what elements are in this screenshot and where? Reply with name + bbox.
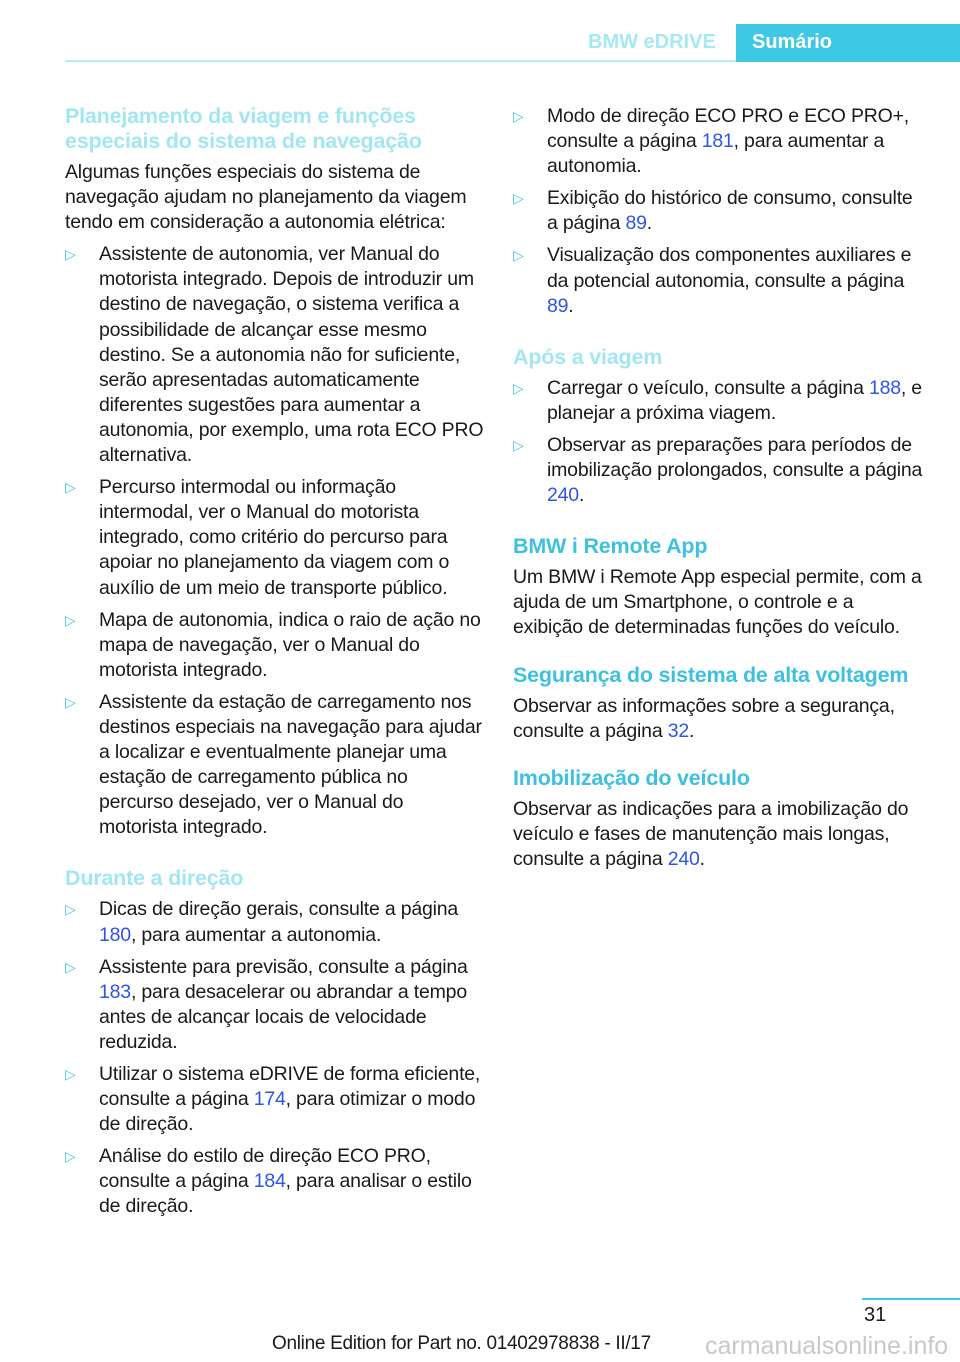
section-heading-after-trip: Após a viagem: [513, 344, 663, 369]
text: .: [688, 719, 695, 742]
header-section-link[interactable]: BMW eDRIVE: [588, 31, 716, 53]
section-heading-planning: Planejamento da viagem e funções especiais do sistema de navegação: [65, 104, 422, 153]
page-number: 31: [864, 1304, 887, 1326]
footer-rule: [862, 1298, 960, 1300]
list-item: [513, 104, 928, 179]
list-item: [65, 475, 485, 600]
left-column: [65, 104, 485, 1246]
page-link[interactable]: 240: [667, 847, 700, 870]
triangle-bullet-icon: ▷: [65, 1066, 76, 1082]
section-heading-immobilization: Imobilização do veículo: [513, 765, 750, 790]
planning-list: [65, 242, 485, 840]
list-item: [513, 243, 928, 318]
item-text: , e planejar a próxima viagem.: [547, 376, 922, 424]
item-text: Percurso intermodal ou informação intermodal, ver o Manual do motorista integrado, como critério do percurso para apoiar no planejamento da viagem com o auxílio de um meio de transporte público.: [99, 476, 450, 599]
page-link[interactable]: 183: [99, 980, 131, 1003]
list-item: [65, 608, 485, 683]
item-text: Assistente da estação de carregamento nos destinos especiais na navegação para ajudar a localizar e eventualmente planejar uma estação de carregamento pública no percurso desejado, ver o Manual do motorista integrado.: [99, 690, 482, 839]
list-item: [513, 433, 928, 508]
list-item: [513, 186, 928, 236]
item-text: .: [646, 212, 652, 235]
list-item: [65, 897, 485, 947]
section-heading-remote-app: BMW i Remote App: [513, 534, 708, 559]
section-heading-hv-safety: Segurança do sistema de alta voltagem: [513, 662, 909, 687]
list-item: [513, 376, 928, 426]
page-link[interactable]: 180: [99, 923, 131, 946]
text: .: [699, 847, 705, 870]
triangle-bullet-icon: ▷: [65, 246, 76, 263]
item-text: Utilizar o sistema eDRIVE de forma eficiente, consulte a página: [99, 1063, 481, 1111]
triangle-bullet-icon: ▷: [65, 479, 76, 496]
hv-safety-paragraph: [513, 694, 928, 744]
item-text: Mapa de autonomia, indica o raio de ação no mapa de navegação, ver o Manual do motorista integrado.: [99, 608, 481, 681]
header-contents-tab[interactable]: Sumário: [736, 24, 960, 62]
remote-app-paragraph: Um BMW i Remote App especial permite, com a ajuda de um Smartphone, o controle e a exibição de determinadas funções do veículo.: [513, 566, 922, 639]
item-text: , para otimizar o modo de direção.: [99, 1088, 476, 1136]
item-text: Assistente de autonomia, ver Manual do motorista integrado. Depois de introduzir um destino de navegação, o sistema verifica a possibilidade de alcançar esse mesmo destino. Se a autonomia não for suficiente, serão apresentadas automaticamente diferentes sugestões para aumentar a autonomia, por exemplo, uma rota ECO PRO alternativa.: [99, 243, 484, 467]
item-text: Exibição do histórico de consumo, consulte a página: [547, 187, 913, 235]
triangle-bullet-icon: ▷: [513, 379, 524, 396]
page-link[interactable]: 89: [547, 294, 569, 317]
item-text: Carregar o veículo, consulte a página: [547, 376, 869, 399]
text: Observar as indicações para a imobilização do veículo e fases de manutenção mais longas, consulte a página: [513, 797, 909, 870]
driving-list-continued: [513, 104, 928, 319]
triangle-bullet-icon: ▷: [513, 108, 524, 124]
page-link[interactable]: 174: [253, 1088, 286, 1111]
list-item: [65, 1062, 485, 1137]
item-text: , para desacelerar ou abrandar a tempo antes de alcançar locais de velocidade reduzida.: [99, 980, 467, 1053]
page-link[interactable]: 240: [547, 484, 579, 507]
edition-note: Online Edition for Part no. 01402978838 - II/17: [272, 1333, 651, 1354]
item-text: , para aumentar a autonomia.: [547, 130, 885, 178]
list-item: [65, 690, 485, 841]
item-text: .: [568, 294, 574, 317]
triangle-bullet-icon: ▷: [513, 190, 524, 207]
triangle-bullet-icon: ▷: [65, 611, 76, 628]
item-text: .: [578, 484, 585, 507]
page-link[interactable]: 181: [701, 130, 734, 153]
item-text: , para analisar o estilo de direção.: [99, 1170, 472, 1218]
page-link[interactable]: 32: [667, 719, 689, 742]
immobilization-paragraph: [513, 797, 928, 872]
list-item: [65, 242, 485, 468]
item-text: Modo de direção ECO PRO e ECO PRO+, consulte a página: [547, 105, 910, 153]
triangle-bullet-icon: ▷: [65, 693, 76, 710]
triangle-bullet-icon: ▷: [513, 247, 524, 264]
item-text: Observar as preparações para períodos de imobilização prolongados, consulte a página: [547, 433, 923, 482]
header-rule: [65, 60, 736, 62]
triangle-bullet-icon: ▷: [513, 436, 524, 453]
page-link[interactable]: 89: [625, 212, 647, 235]
driving-list: [65, 897, 485, 1219]
watermark: carmanualsonline.info: [705, 1332, 949, 1360]
item-text: , para aumentar a autonomia.: [130, 923, 382, 946]
right-column: [513, 104, 928, 894]
page-link[interactable]: 188: [868, 376, 901, 399]
after-trip-list: [513, 376, 928, 508]
section-heading-driving: Durante a direção: [65, 866, 244, 891]
triangle-bullet-icon: ▷: [65, 958, 76, 975]
page-link[interactable]: 184: [253, 1170, 286, 1193]
list-item: [65, 955, 485, 1055]
item-text: Análise do estilo de direção ECO PRO, consulte a página: [99, 1145, 431, 1193]
list-item: [65, 1144, 485, 1219]
item-text: Visualização dos componentes auxiliares e da potencial autonomia, consulte a página: [547, 244, 912, 292]
triangle-bullet-icon: ▷: [65, 901, 76, 918]
item-text: Assistente para previsão, consulte a página: [99, 955, 468, 978]
triangle-bullet-icon: ▷: [65, 1148, 76, 1165]
intro-paragraph: Algumas funções especiais do sistema de navegação ajudam no planejamento da viagem tendo em consideração a autonomia elétrica:: [65, 161, 467, 234]
item-text: Dicas de direção gerais, consulte a página: [99, 898, 459, 921]
text: Observar as informações sobre a segurança, consulte a página: [513, 694, 895, 742]
